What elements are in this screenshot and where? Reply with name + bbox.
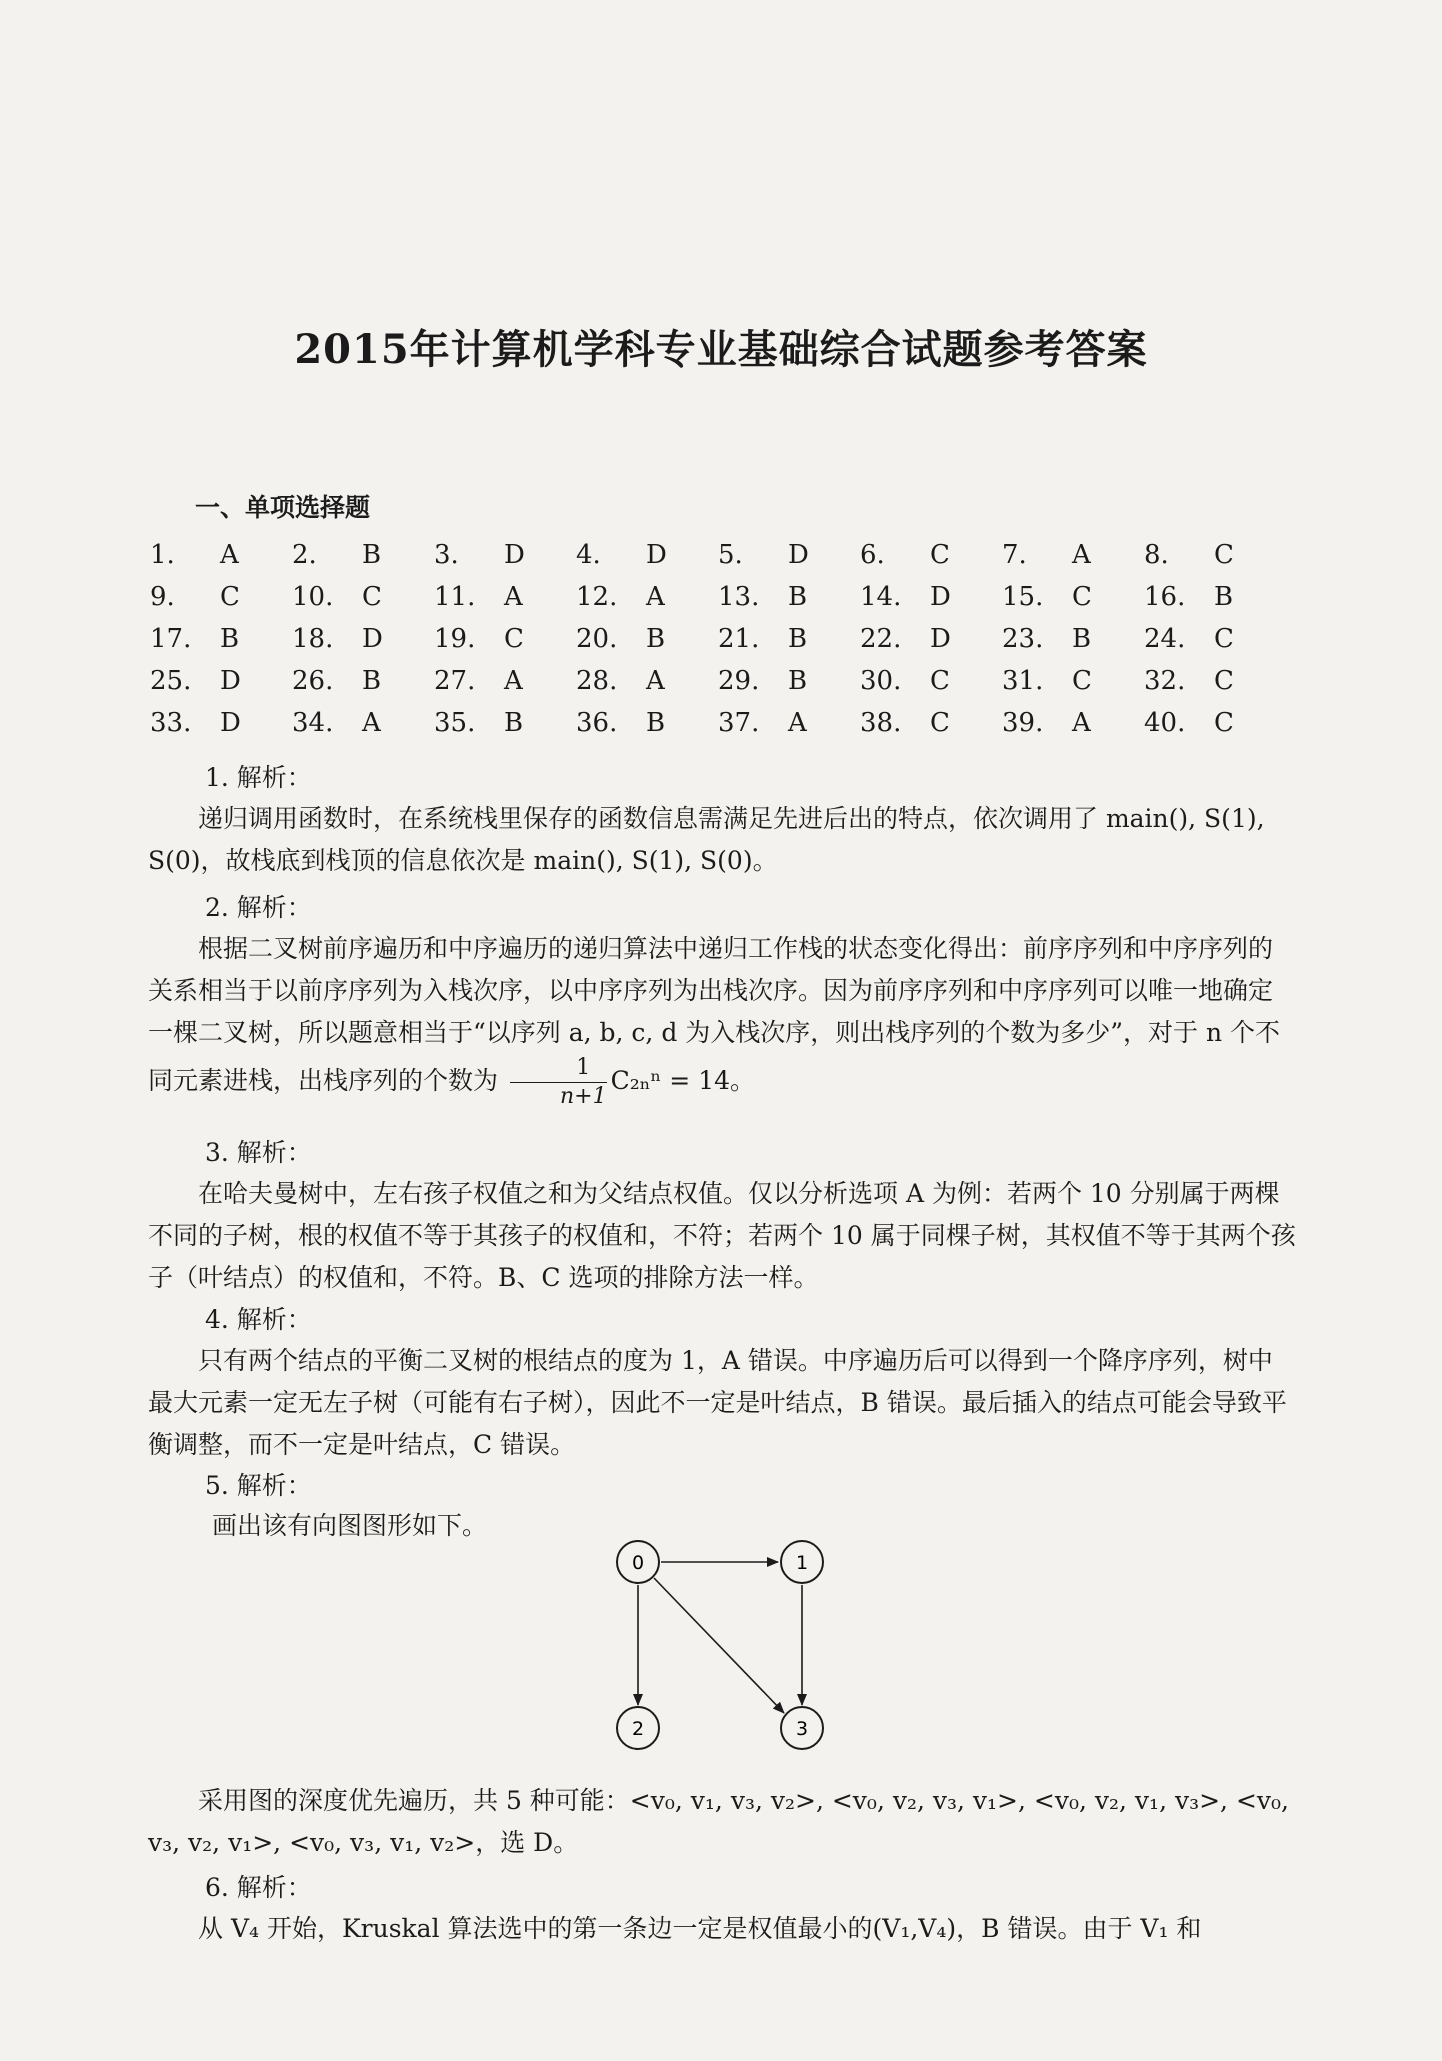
question-number: 31. (1002, 666, 1044, 696)
answer-item (292, 540, 381, 570)
fraction-numerator: 1 (510, 1054, 607, 1083)
answer-letter: C (1214, 708, 1234, 738)
answer-letter: C (930, 708, 950, 738)
answer-letter: C (362, 582, 382, 612)
answer-item (1144, 666, 1234, 696)
answer-letter: D (930, 582, 951, 612)
question-number: 1. (150, 540, 175, 570)
explanation-3-heading: 3. 解析： (205, 1138, 312, 1167)
answer-item (1002, 582, 1092, 612)
question-number: 38. (860, 708, 902, 738)
question-number: 29. (718, 666, 760, 696)
question-number: 37. (718, 708, 760, 738)
answer-item (576, 624, 665, 654)
directed-graph (600, 1530, 840, 1770)
answer-letter: B (362, 540, 382, 570)
answer-letter: B (362, 666, 382, 696)
question-number: 35. (434, 708, 476, 738)
answer-item (292, 624, 383, 654)
answer-item (576, 540, 667, 570)
question-number: 20. (576, 624, 618, 654)
question-number: 15. (1002, 582, 1044, 612)
question-number: 9. (150, 582, 175, 612)
explanation-5-intro: 画出该有向图图形如下。 (212, 1511, 488, 1540)
node-label: 0 (631, 1552, 645, 1574)
answer-item (576, 666, 665, 696)
graph-node-1 (781, 1541, 823, 1583)
answer-letter: D (220, 708, 241, 738)
answer-item (860, 666, 950, 696)
answer-letter: B (646, 624, 666, 654)
question-number: 33. (150, 708, 192, 738)
explanation-6-text: 从 V₄ 开始，Kruskal 算法选中的第一条边一定是权值最小的(V₁,V₄)，B 错误。由于 V₁ 和 (198, 1914, 1202, 1943)
explanation-1-text: 递归调用函数时，在系统栈里保存的函数信息需满足先进后出的特点，依次调用了 main(), S(1), S(0)，故栈底到栈顶的信息依次是 main(), S(1), S(0)。 (148, 804, 1265, 875)
answer-letter: C (1214, 666, 1234, 696)
answer-letter: B (788, 666, 808, 696)
answer-letter: A (504, 666, 523, 696)
question-number: 22. (860, 624, 902, 654)
question-number: 11. (434, 582, 476, 612)
question-number: 21. (718, 624, 760, 654)
question-number: 13. (718, 582, 760, 612)
question-number: 39. (1002, 708, 1044, 738)
question-number: 28. (576, 666, 618, 696)
answer-letter: A (1072, 708, 1091, 738)
answer-letter: C (1214, 540, 1234, 570)
question-number: 24. (1144, 624, 1186, 654)
answer-letter: D (504, 540, 525, 570)
answer-item (1002, 708, 1091, 738)
answer-item (1144, 624, 1234, 654)
answer-item (576, 582, 665, 612)
answer-letter: B (646, 708, 666, 738)
answer-item (718, 582, 807, 612)
answer-item (434, 540, 525, 570)
question-number: 6. (860, 540, 885, 570)
answer-item (1002, 666, 1092, 696)
answer-letter: B (788, 624, 808, 654)
question-number: 7. (1002, 540, 1027, 570)
answer-letter: B (788, 582, 808, 612)
question-number: 34. (292, 708, 334, 738)
answer-letter: C (930, 540, 950, 570)
graph-node-3 (781, 1707, 823, 1749)
question-number: 8. (1144, 540, 1169, 570)
answer-item (150, 582, 240, 612)
answer-item (860, 540, 950, 570)
answer-item (150, 540, 239, 570)
answer-letter: C (930, 666, 950, 696)
answer-item (150, 624, 239, 654)
answer-letter: C (504, 624, 524, 654)
answer-letter: A (788, 708, 807, 738)
answer-item (718, 624, 807, 654)
question-number: 16. (1144, 582, 1186, 612)
answer-item (150, 666, 241, 696)
explanation-6-heading: 6. 解析： (205, 1873, 312, 1902)
answer-letter: A (646, 582, 665, 612)
answer-item (434, 708, 523, 738)
node-label: 3 (795, 1718, 809, 1740)
answer-letter: A (1072, 540, 1091, 570)
edge-0-3 (654, 1578, 784, 1713)
explanation-5-text: 采用图的深度优先遍历，共 5 种可能：<v₀, v₁, v₃, v₂>, <v₀, v₂, v₃, v₁>, <v₀, v₂, v₁, v₃>, <v₀, v₃, v₂, v₁>, <v₀, v₃, v₁, v₂>，选 D。 (148, 1786, 1289, 1857)
answer-item (292, 582, 382, 612)
answer-letter: B (1214, 582, 1234, 612)
question-number: 27. (434, 666, 476, 696)
answer-letter: A (646, 666, 665, 696)
page-title: 2015年计算机学科专业基础综合试题参考答案 (294, 326, 1148, 373)
answer-item (718, 708, 807, 738)
question-number: 18. (292, 624, 334, 654)
answer-letter: C (1214, 624, 1234, 654)
answer-item (292, 708, 381, 738)
answer-item (1144, 708, 1234, 738)
explanation-2-body: 根据二叉树前序遍历和中序遍历的递归算法中递归工作栈的状态变化得出：前序序列和中序序列的关系相当于以前序序列为入栈次序，以中序序列为出栈次序。因为前序序列和中序序列可以唯一地确定一棵二叉树，所以题意相当于“以序列 a, b, c, d 为入栈次序，则出栈序列的个数为多少”，对于 n 个不同元素进栈，出栈序列的个数为 (148, 934, 1281, 1095)
question-number: 2. (292, 540, 317, 570)
question-number: 23. (1002, 624, 1044, 654)
formula-tail: C₂ₙⁿ = 14。 (610, 1066, 756, 1095)
answer-letter: B (1072, 624, 1092, 654)
answer-letter: A (220, 540, 239, 570)
answer-letter: D (788, 540, 809, 570)
answer-item (292, 666, 381, 696)
section-heading: 一、单项选择题 (195, 493, 371, 522)
explanation-2-heading: 2. 解析： (205, 893, 312, 922)
question-number: 36. (576, 708, 618, 738)
node-label: 2 (631, 1718, 645, 1740)
question-number: 12. (576, 582, 618, 612)
explanation-5-heading: 5. 解析： (205, 1471, 312, 1500)
explanation-3-text: 在哈夫曼树中，左右孩子权值之和为父结点权值。仅以分析选项 A 为例：若两个 10 分别属于两棵不同的子树，根的权值不等于其孩子的权值和，不符；若两个 10 属于同棵子树，其权值不等于其两个孩子（叶结点）的权值和，不符。B、C 选项的排除方法一样。 (148, 1179, 1296, 1292)
explanation-1-heading: 1. 解析： (205, 763, 312, 792)
question-number: 10. (292, 582, 334, 612)
answer-letter: A (362, 708, 381, 738)
question-number: 3. (434, 540, 459, 570)
catalan-fraction (510, 1054, 607, 1111)
answer-item (1144, 582, 1233, 612)
node-label: 1 (795, 1552, 809, 1574)
graph-node-0 (617, 1541, 659, 1583)
answer-item (1002, 624, 1091, 654)
explanation-2-text (148, 928, 1296, 1111)
answer-item (150, 708, 241, 738)
question-number: 26. (292, 666, 334, 696)
answer-item (718, 666, 807, 696)
question-number: 14. (860, 582, 902, 612)
answer-item (860, 582, 951, 612)
answer-item (434, 582, 523, 612)
question-number: 40. (1144, 708, 1186, 738)
answer-letter: C (220, 582, 240, 612)
answer-item (860, 624, 951, 654)
question-number: 25. (150, 666, 192, 696)
question-number: 32. (1144, 666, 1186, 696)
answer-item (1144, 540, 1234, 570)
question-number: 4. (576, 540, 601, 570)
answer-item (860, 708, 950, 738)
question-number: 30. (860, 666, 902, 696)
answer-letter: B (504, 708, 524, 738)
answer-letter: D (362, 624, 383, 654)
question-number: 5. (718, 540, 743, 570)
answer-letter: C (1072, 666, 1092, 696)
graph-node-2 (617, 1707, 659, 1749)
question-number: 17. (150, 624, 192, 654)
question-number: 19. (434, 624, 476, 654)
answer-letter: D (220, 666, 241, 696)
fraction-denominator: n+1 (559, 1084, 607, 1109)
answer-letter: A (504, 582, 523, 612)
answer-item (576, 708, 665, 738)
answer-item (434, 624, 524, 654)
answer-letter: D (930, 624, 951, 654)
answer-letter: D (646, 540, 667, 570)
answer-item (718, 540, 809, 570)
answer-item (1002, 540, 1091, 570)
answer-letter: B (220, 624, 240, 654)
answer-letter: C (1072, 582, 1092, 612)
answer-item (434, 666, 523, 696)
explanation-4-heading: 4. 解析： (205, 1305, 312, 1334)
explanation-4-text: 只有两个结点的平衡二叉树的根结点的度为 1，A 错误。中序遍历后可以得到一个降序序列，树中最大元素一定无左子树（可能有右子树），因此不一定是叶结点，B 错误。最后插入的结点可能会导致平衡调整，而不一定是叶结点，C 错误。 (148, 1346, 1287, 1459)
